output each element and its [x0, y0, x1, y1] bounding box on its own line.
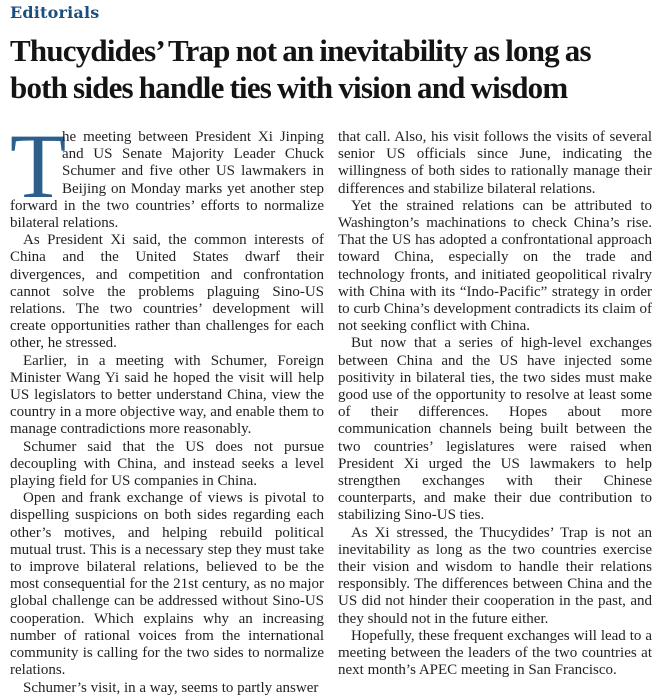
section-label: Editorials	[10, 3, 100, 22]
paragraph: Open and frank exchange of views is pivotal to dispelling suspicions on both sides regarding each other’s motives, and helping rebuild political mutual trust. This is a necessary step they must take to improve bilateral relations, believed to be the most consequential for the 21st century, as no major global challenge can be addressed without Sino-US cooperation. Which explains why an increasing number of rational voices from the international community is calling for the two sides to normalize relations.	[10, 490, 324, 679]
paragraph: As Xi stressed, the Thucydides’ Trap is not an inevitability as long as the two countries exercise their vision and wisdom to handle their relations responsibly. The differences between China and the US did not hinder their cooperation in the past, and they should not in the future either.	[338, 524, 652, 627]
paragraph: Hopefully, these frequent exchanges will lead to a meeting between the leaders of the two countries at next month’s APEC meeting in San Francisco.	[338, 627, 652, 679]
column-right	[338, 129, 652, 697]
paragraph: that call. Also, his visit follows the visits of several senior US officials since June, indicating the willingness of both sides to rationally manage their differences and stabilize bilateral relations.	[338, 129, 652, 197]
paragraph: Schumer’s visit, in a way, seems to partly answer	[23, 679, 319, 696]
paragraph: T he meeting between President Xi Jinping and US Senate Majority Leader Chuck Schumer and five other US lawmakers in Beijing on Monday marks yet another step forward in the two countries’ efforts to normalize bilateral relations.	[10, 115, 324, 232]
article-columns	[10, 115, 652, 697]
drop-cap: T	[10, 115, 67, 217]
paragraph: But now that a series of high-level exchanges between China and the US have injected some positivity in bilateral ties, the two sides must make good use of the opportunity to resolve at least some of their differences. Hopes about more communication channels being built between the two countries’ legislatures were raised when President Xi urged the US lawmakers to help strengthen exchanges with their Chinese counterparts, and make their due contribution to stabilizing Sino-US ties.	[338, 335, 652, 524]
headline: Thucydides’ Trap not an inevitability as long as both sides handle ties with vision and wisdom	[10, 33, 591, 105]
column-left	[10, 115, 324, 697]
paragraph: As President Xi said, the common interests of China and the United States dwarf their divergences, and competition and confrontation cannot solve the problems plaguing Sino-US relations. The two countries’ development will create opportunities rather than challenges for each other, he stressed.	[10, 232, 324, 352]
paragraph: Earlier, in a meeting with Schumer, Foreign Minister Wang Yi said he hoped the visit will help US legislators to better understand China, view the country in a more objective way, and enable them to manage contradictions more reasonably.	[10, 352, 324, 438]
paragraph: Schumer said that the US does not pursue decoupling with China, and instead seeks a level playing field for US companies in China.	[10, 438, 324, 490]
paragraph: Yet the strained relations can be attributed to Washington’s machinations to check China’s rise. That the US has adopted a confrontational approach toward China, especially on the trade and technology fronts, and initiated geopolitical rivalry with China with its “Indo-Pacific” strategy in order to curb China’s development contradicts its claim of not seeking conflict with China.	[338, 197, 652, 335]
